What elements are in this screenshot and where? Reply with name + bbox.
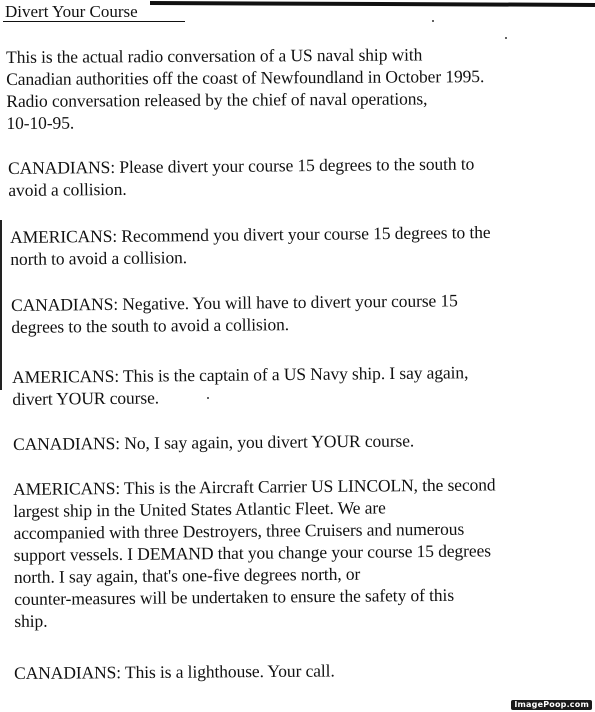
scan-left-edge [0, 220, 2, 390]
scan-speck [207, 397, 209, 399]
dialogue-paragraph-5: CANADIANS: No, I say again, you divert YOUR course. [13, 430, 415, 454]
dialogue-paragraph-4: AMERICANS: This is the captain of a US Navy ship. I say again, divert YOUR course. [12, 362, 469, 409]
dialogue-paragraph-2: AMERICANS: Recommend you divert your course 15 degrees to the north to avoid a collision. [10, 221, 491, 269]
scan-speck [505, 37, 507, 39]
scan-top-rule [150, 1, 595, 7]
dialogue-paragraph-1: CANADIANS: Please divert your course 15 degrees to the south to avoid a collision. [8, 153, 475, 200]
intro-paragraph: This is the actual radio conversation of a US naval ship with Canadian authorities off the coast of Newfoundland in October 1995. Radio conversation released by the chief of naval operations, 10-10-95. [6, 44, 485, 133]
scan-speck [432, 20, 434, 22]
document-title: Divert Your Course [5, 2, 138, 21]
dialogue-paragraph-6: AMERICANS: This is the Aircraft Carrier US LINCOLN, the second largest ship in the United States Atlantic Fleet. We are accompanied with three Destroyers, three Cruisers and numerous support vessels. I DEMAND that you change your course 15 degrees north. I say again, that's one-five degrees north, or counter-measures will be undertaken to ensure the safety of this ship. [13, 474, 496, 631]
dialogue-paragraph-7: CANADIANS: This is a lighthouse. Your call. [14, 660, 335, 683]
watermark-logo: ImagePoop.com [511, 700, 592, 710]
dialogue-paragraph-3: CANADIANS: Negative. You will have to divert your course 15 degrees to the south to avoid a collision. [11, 290, 458, 337]
title-underline [3, 21, 185, 22]
